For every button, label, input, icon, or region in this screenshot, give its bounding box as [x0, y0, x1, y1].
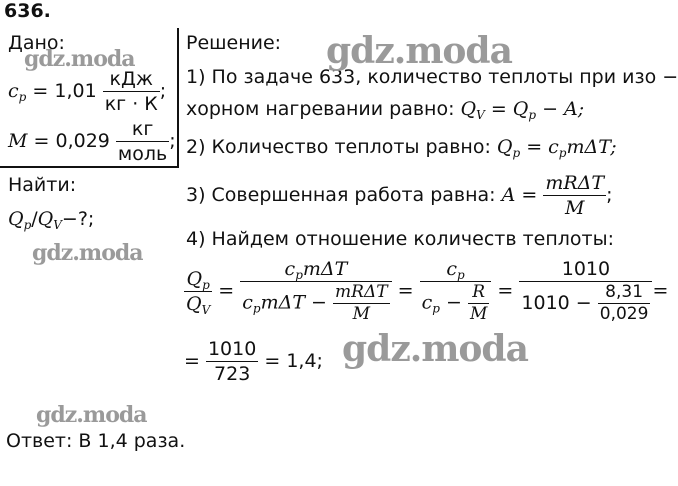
work-fraction: $\frac{\text{mRΔT}}{M}$	[545, 172, 605, 219]
ratio-fraction: $\frac{Q_p}{Q_V}$	[186, 267, 211, 317]
find-expression: $Q_p/Q_V-$?;	[8, 208, 95, 232]
solution-title: Решение:	[186, 32, 282, 54]
result-equation: = $\frac{1010}{723}$ = 1,4;	[184, 338, 323, 385]
given-molar-mass: M = 0,029 $\frac{кг}{\text{моль}}$ ;	[8, 118, 176, 165]
given-title: Дано:	[8, 32, 65, 54]
ratio-equation: $\frac{Q_p}{Q_V}$ = $c_pm\Delta T$ $c_pm\Delta T$ − $\frac{\text{mRΔT}}{M}$ = $c_p$ $c_p$ − $\frac{R}{M}$ = 1010 1010 − $\frac{8,31}{0,029}$ =	[186, 258, 669, 324]
find-title: Найти:	[8, 174, 77, 196]
watermark: gdz.moda	[32, 240, 143, 266]
cp-unit-fraction: $\frac{\text{кДж}}{кг \cdot К}$	[104, 68, 158, 115]
watermark: gdz.moda	[36, 402, 147, 428]
numeric-fraction: 1010 1010 − $\frac{8,31}{0,029}$	[519, 258, 652, 324]
watermark: gdz.moda	[24, 46, 135, 72]
watermark: gdz.moda	[342, 328, 528, 370]
step1-line2: хорном нагревании равно: $Q_V = Q_p - A$;	[186, 98, 585, 122]
heat-ratio-fraction: $c_pm\Delta T$ $c_pm\Delta T$ − $\frac{\text{mRΔT}}{M}$	[240, 258, 391, 324]
step1-line1: 1) По задаче 633, количество теплоты при изо −	[186, 66, 678, 88]
reduced-fraction: $c_p$ $c_p$ − $\frac{R}{M}$	[420, 258, 492, 324]
problem-number: 636.	[4, 0, 51, 22]
given-cp: $c_p = 1,01$ $\frac{\text{кДж}}{кг \cdot К}$ ;	[8, 68, 167, 115]
answer-text: Ответ: В 1,4 раза.	[6, 430, 186, 452]
divider-vertical	[177, 28, 179, 166]
step4: 4) Найдем отношение количеств теплоты:	[186, 228, 615, 250]
divider-horizontal	[0, 166, 179, 168]
step3: 3) Совершенная работа равна: A = $\frac{\text{mRΔT}}{M}$ ;	[186, 172, 613, 219]
molar-mass-unit-fraction: $\frac{кг}{\text{моль}}$	[117, 118, 168, 165]
step2: 2) Количество теплоты равно: $Q_p = c_pm\Delta T$;	[186, 136, 617, 160]
watermark: gdz.moda	[326, 30, 512, 72]
result-fraction: $\frac{1010}{723}$	[207, 338, 257, 385]
